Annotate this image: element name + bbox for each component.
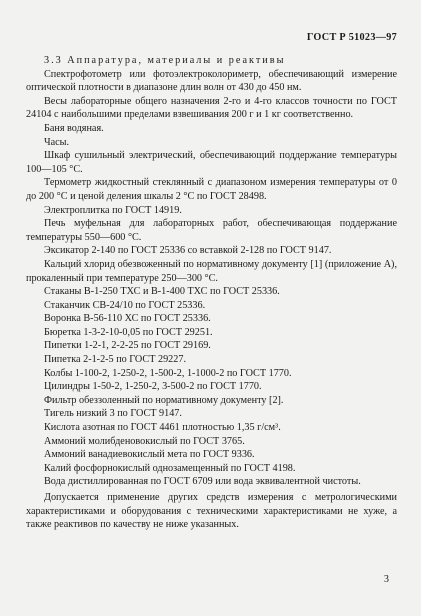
paragraph: Термометр жидкостный стеклянный с диапазоном измерения температуры от 0 до 200 °С и ценой деления шкалы 2 °С по ГОСТ 28498. bbox=[26, 177, 397, 202]
paragraph: Эксикатор 2-140 по ГОСТ 25336 со вставкой 2-128 по ГОСТ 9147. bbox=[44, 245, 332, 257]
paragraph: Пипетка 2-1-2-5 по ГОСТ 29227. bbox=[44, 354, 186, 366]
paragraph: Колбы 1-100-2, 1-250-2, 1-500-2, 1-1000-2 по ГОСТ 1770. bbox=[44, 367, 292, 379]
paragraph: Шкаф сушильный электрический, обеспечивающий поддержание температуры 100—105 °С. bbox=[26, 150, 397, 175]
paragraph: Пипетки 1-2-1, 2-2-25 по ГОСТ 29169. bbox=[44, 340, 211, 352]
section-heading: 3.3 Аппаратура, материалы и реактивы bbox=[44, 55, 286, 66]
paragraph: Аммоний молибденовокислый по ГОСТ 3765. bbox=[44, 435, 245, 447]
paragraph: Кальций хлорид обезвоженный по нормативному документу [1] (приложение А), прокаленный при температуре 250—300 °С. bbox=[26, 258, 397, 284]
paragraph: Фильтр обеззоленный по нормативному документу [2]. bbox=[44, 394, 284, 406]
paragraph: Вода дистиллированная по ГОСТ 6709 или вода эквивалентной чистоты. bbox=[44, 476, 361, 488]
paragraph: Стаканы В-1-250 ТХС и В-1-400 ТХС по ГОСТ 25336. bbox=[44, 286, 280, 298]
paragraph: Допускается применение других средств измерения с метрологическими характеристиками и оборудования с техническими характеристиками не хуже, а также реактивов по качеству не ниже указанных. bbox=[26, 492, 397, 531]
document-body bbox=[26, 54, 397, 532]
paragraph: Стаканчик СВ-24/10 по ГОСТ 25336. bbox=[44, 299, 206, 311]
paragraph: Бюретка 1-3-2-10-0,05 по ГОСТ 29251. bbox=[44, 326, 213, 338]
paragraph: Электроплитка по ГОСТ 14919. bbox=[44, 204, 182, 216]
paragraph: Кислота азотная по ГОСТ 4461 плотностью 1,35 г/см³. bbox=[44, 422, 281, 434]
paragraph: Часы. bbox=[44, 136, 70, 148]
paragraph: Печь муфельная для лабораторных работ, обеспечивающая поддержание температуры 550—600 °С. bbox=[26, 218, 397, 243]
paragraph: Тигель низкий 3 по ГОСТ 9147. bbox=[44, 408, 182, 420]
paragraph: Воронка В-56-110 ХС по ГОСТ 25336. bbox=[44, 313, 211, 325]
paragraph: Баня водяная. bbox=[44, 122, 104, 134]
paragraph: Аммоний ванадиевокислый мета по ГОСТ 9336. bbox=[44, 449, 255, 461]
document-code-header: ГОСТ Р 51023—97 bbox=[306, 32, 397, 43]
page-number: 3 bbox=[383, 574, 389, 585]
paragraph: Спектрофотометр или фотоэлектроколориметр, обеспечивающий измерение оптической плотности в диапазоне длин волн от 430 до 450 нм. bbox=[26, 68, 397, 94]
paragraph: Калий фосфорнокислый однозамещенный по ГОСТ 4198. bbox=[44, 462, 296, 474]
paragraph: Весы лабораторные общего назначения 2-го и 4-го классов точности по ГОСТ 24104 с наибольшими пределами взвешивания 200 г и 1 кг соответственно. bbox=[26, 95, 397, 121]
paragraph: Цилиндры 1-50-2, 1-250-2, 3-500-2 по ГОСТ 1770. bbox=[44, 381, 262, 393]
